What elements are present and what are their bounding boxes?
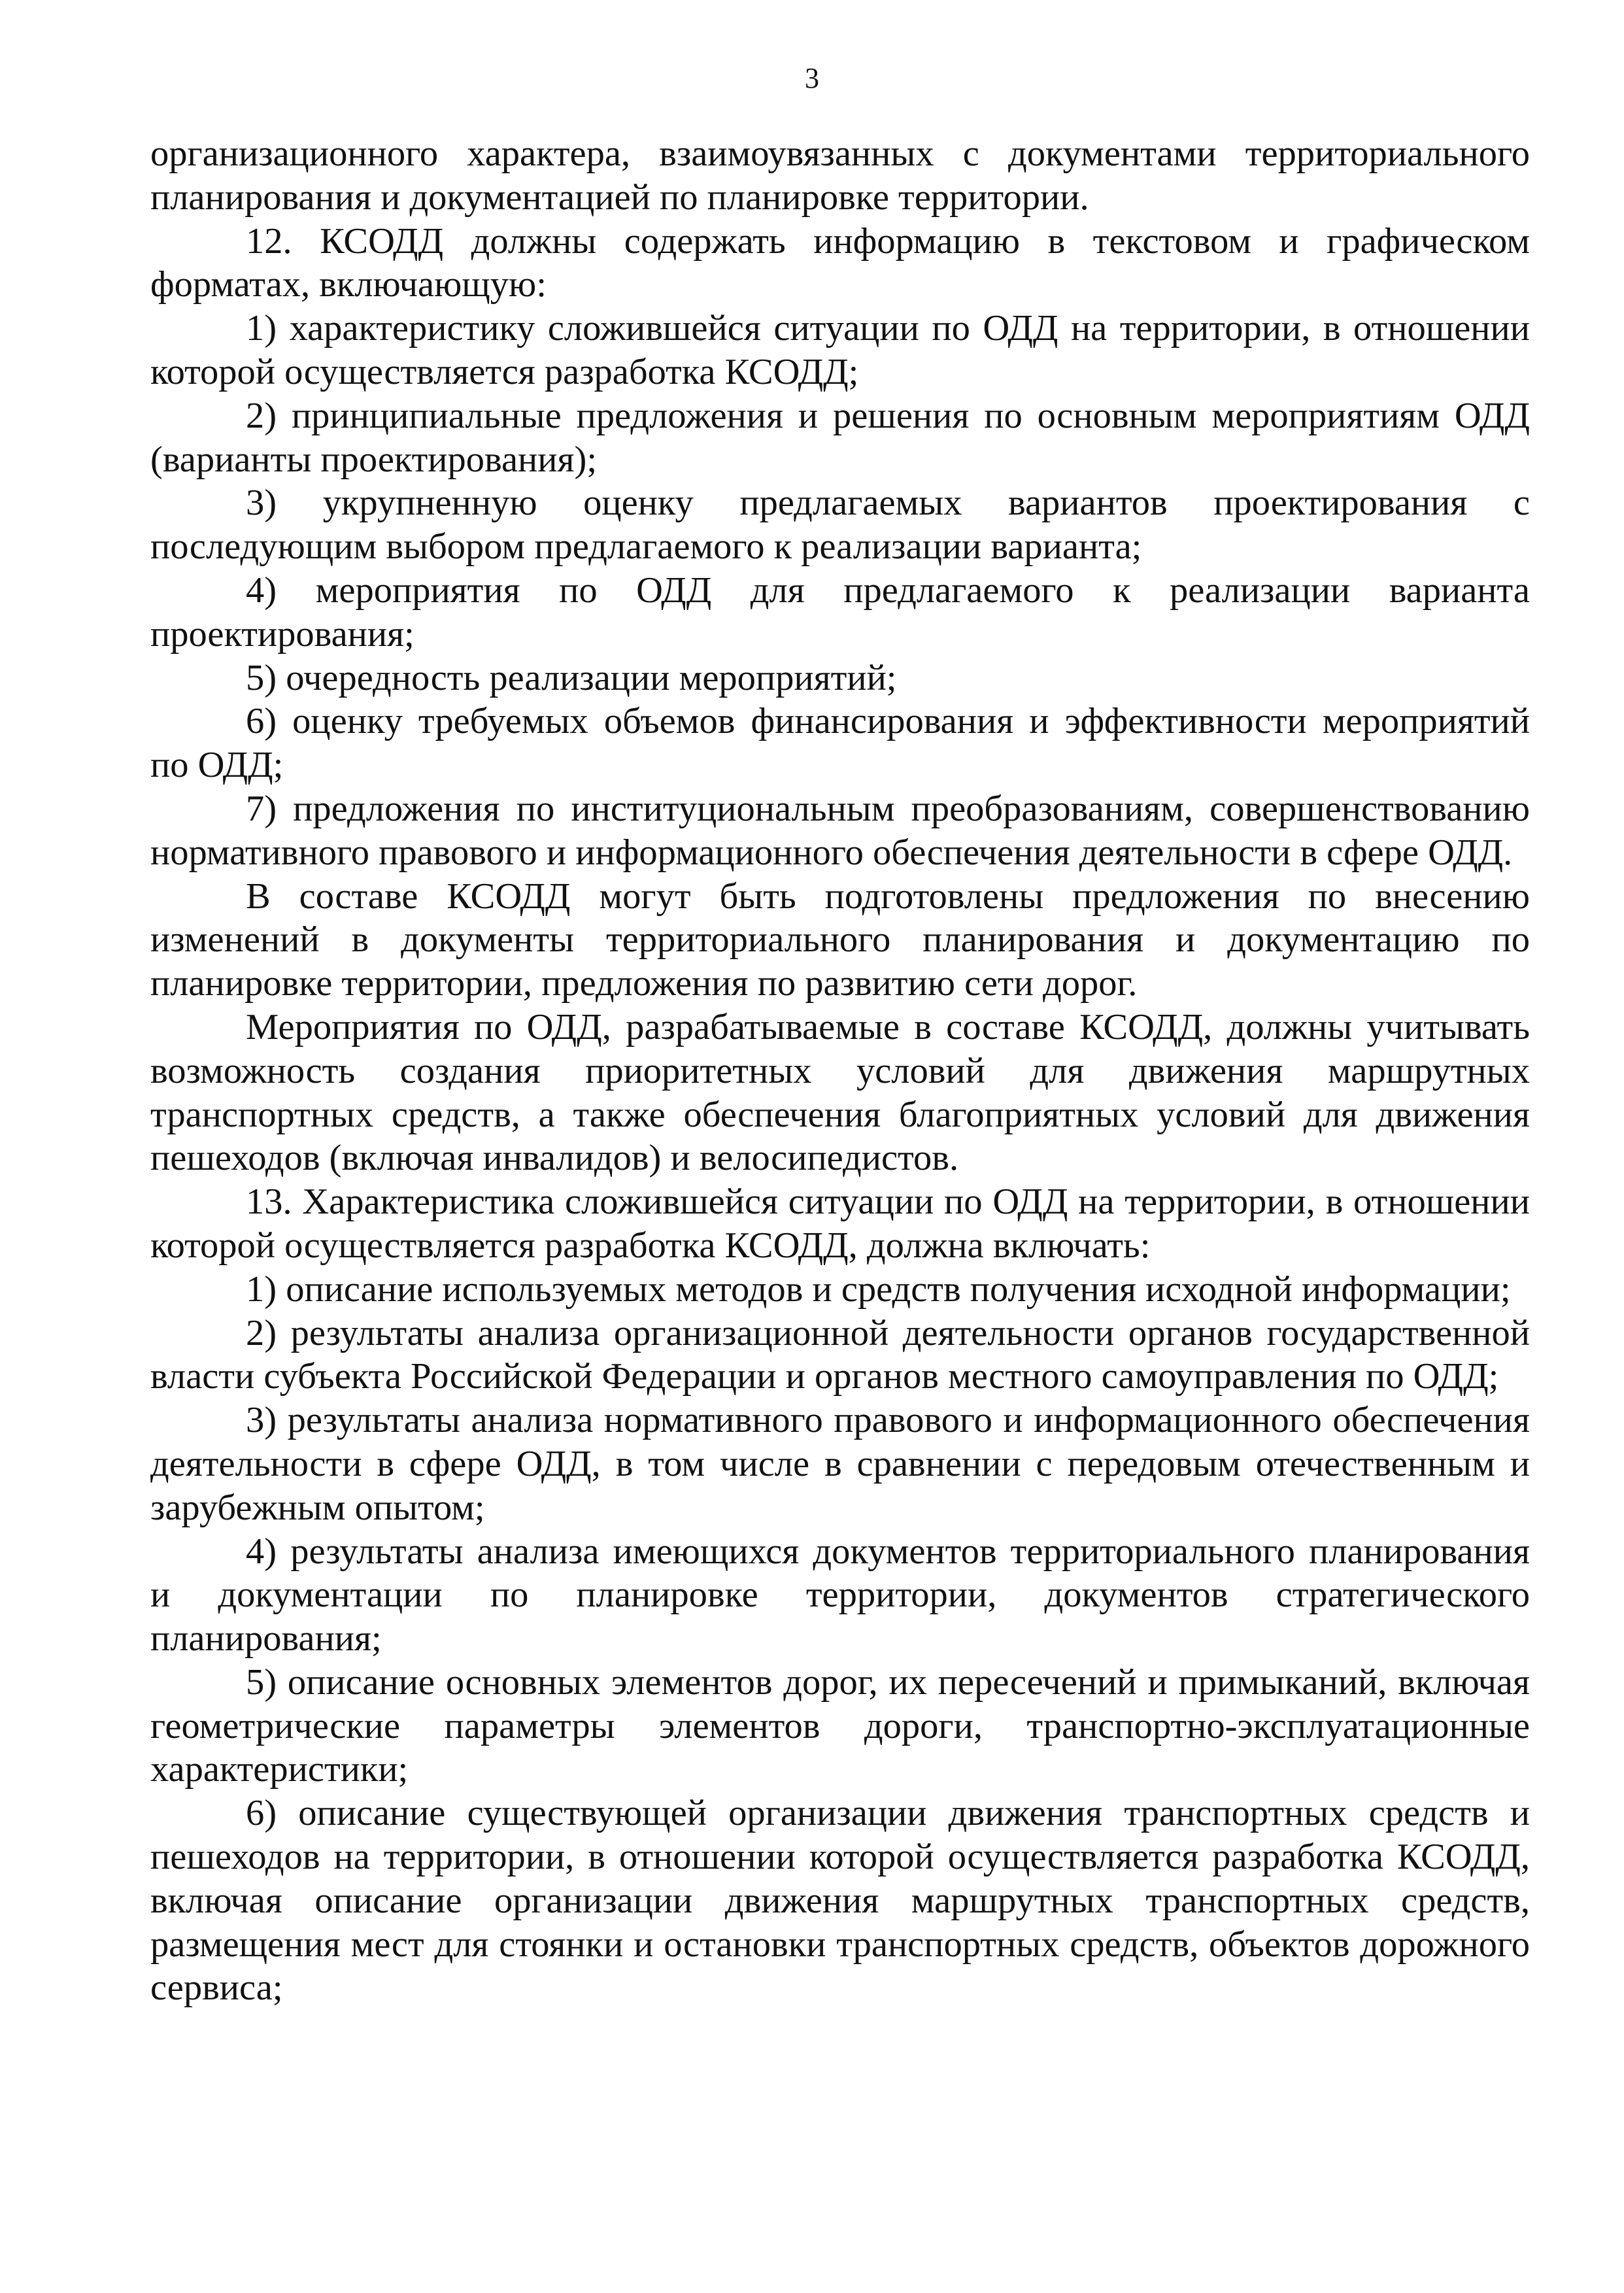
paragraph-13-1: 1) описание используемых методов и средств получения исходной информации; xyxy=(246,1268,1511,1310)
paragraph-13-4: 4) результаты анализа имеющихся документов территориального планирования и документации по планировке территории, документов стратегического планирования; xyxy=(150,1531,1530,1659)
paragraph-13-6: 6) описание существующей организации движения транспортных средств и пешеходов на территории, в отношении которой осуществляется разработка КСОДД, включая описание организации движения маршрутных транспортных средств, размещения мест для стоянки и остановки транспортных средств, объектов дорожного сервиса; xyxy=(150,1793,1530,2009)
document-body xyxy=(150,132,1530,2010)
paragraph-13-2: 2) результаты анализа организационной деятельности органов государственной власти субъекта Российской Федерации и органов местного самоуправления по ОДД; xyxy=(150,1312,1530,1397)
paragraph-12-2: 2) принципиальные предложения и решения по основным мероприятиям ОДД (варианты проектирования); xyxy=(150,395,1530,480)
paragraph-odd-measures: Мероприятия по ОДД, разрабатываемые в составе КСОДД, должны учитывать возможность создания приоритетных условий для движения маршрутных транспортных средств, а также обеспечения благоприятных условий для движения пешеходов (включая инвалидов) и велосипедистов. xyxy=(150,1006,1530,1179)
paragraph-12-1: 1) характеристику сложившейся ситуации по ОДД на территории, в отношении которой осуществляется разработка КСОДД; xyxy=(150,308,1530,392)
paragraph-12-3: 3) укрупненную оценку предлагаемых вариантов проектирования с последующим выбором предлагаемого к реализации варианта; xyxy=(150,483,1530,568)
paragraph-12-6: 6) оценку требуемых объемов финансирования и эффективности мероприятий по ОДД; xyxy=(150,701,1530,786)
paragraph-continuation: организационного характера, взаимоувязанных с документами территориального планирования и документацией по планировке территории. xyxy=(150,133,1530,218)
paragraph-12-4: 4) мероприятия по ОДД для предлагаемого к реализации варианта проектирования; xyxy=(150,569,1530,654)
paragraph-ksodd-proposals: В составе КСОДД могут быть подготовлены предложения по внесению изменений в документы территориального планирования и документацию по планировке территории, предложения по развитию сети дорог. xyxy=(150,875,1530,1004)
paragraph-13-3: 3) результаты анализа нормативного правового и информационного обеспечения деятельности в сфере ОДД, в том числе в сравнении с передовым отечественным и зарубежным опытом; xyxy=(150,1400,1530,1528)
paragraph-12-5: 5) очередность реализации мероприятий; xyxy=(246,657,897,698)
paragraph-item-12: 12. КСОДД должны содержать информацию в текстовом и графическом форматах, включающую: xyxy=(150,220,1530,305)
paragraph-12-7: 7) предложения по институциональным преобразованиям, совершенствованию нормативного правового и информационного обеспечения деятельности в сфере ОДД. xyxy=(150,788,1530,873)
page-number: 3 xyxy=(805,62,819,94)
paragraph-13-5: 5) описание основных элементов дорог, их пересечений и примыканий, включая геометрические параметры элементов дороги, транспортно-эксплуатационные характеристики; xyxy=(150,1661,1530,1790)
paragraph-item-13: 13. Характеристика сложившейся ситуации по ОДД на территории, в отношении которой осуществляется разработка КСОДД, должна включать: xyxy=(150,1181,1530,1266)
